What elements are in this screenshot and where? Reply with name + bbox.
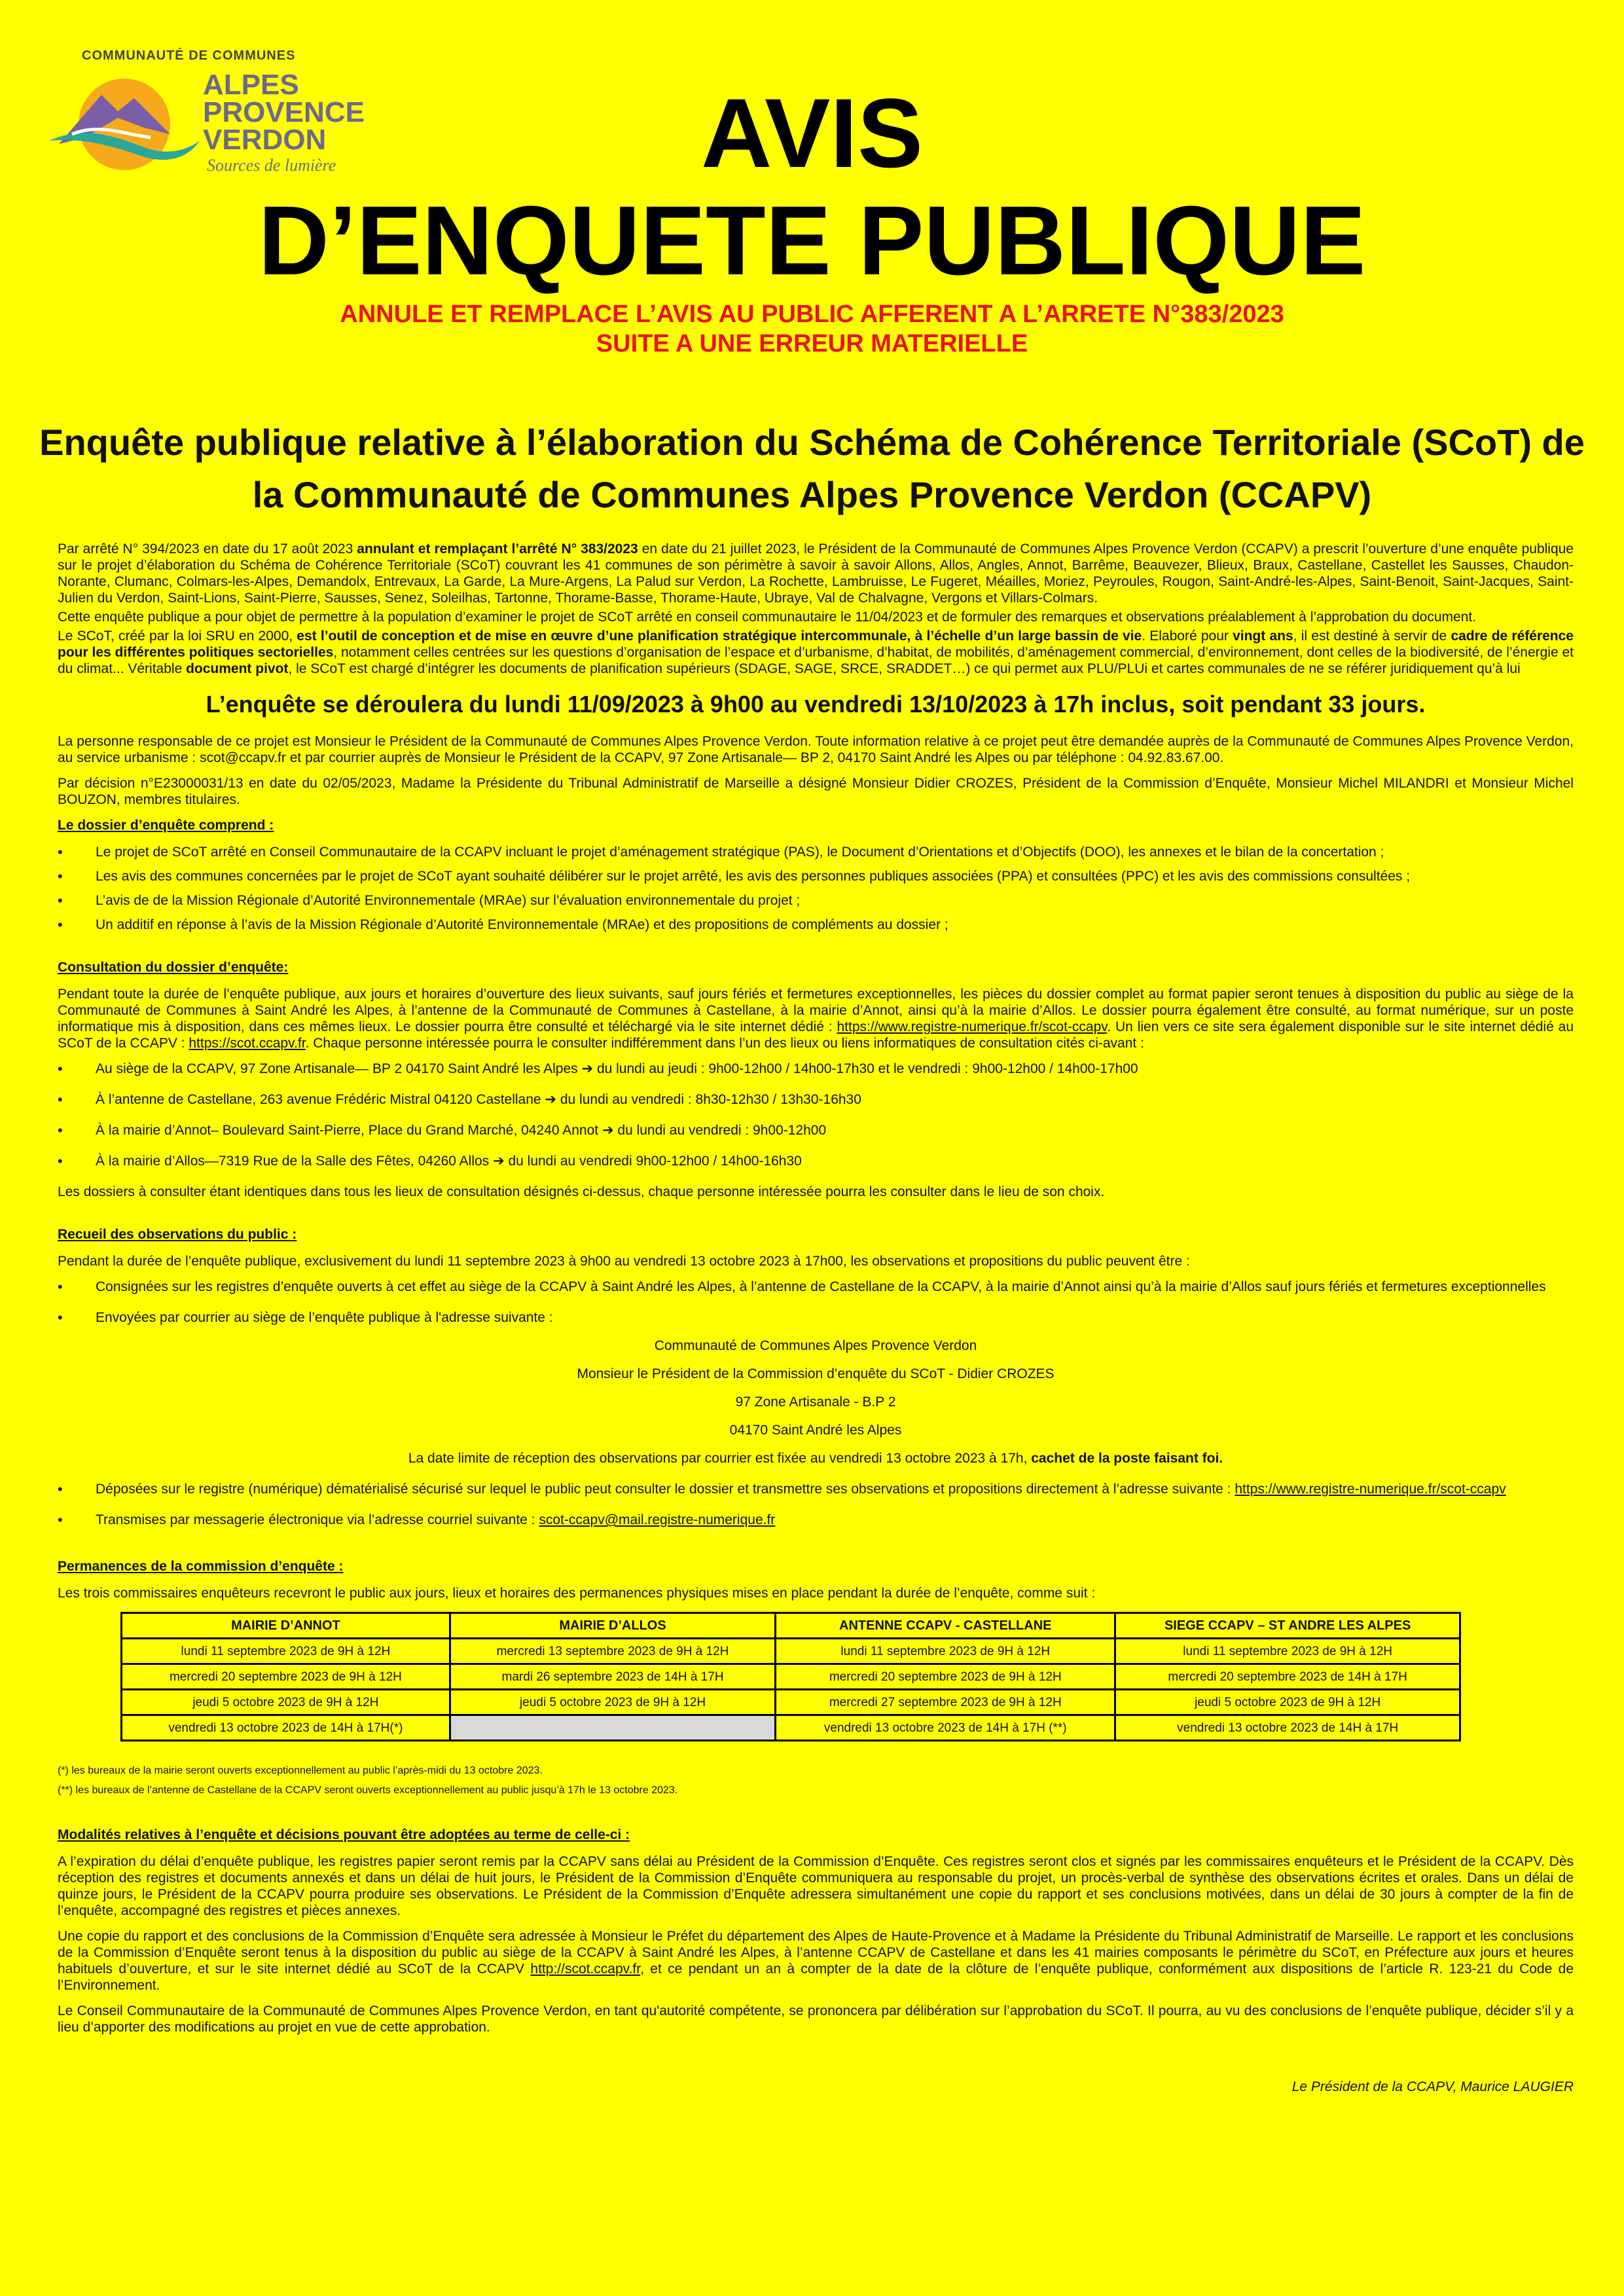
consultation-places-list <box>58 1061 1574 1169</box>
enquiry-dates-lead: L’enquête se déroulera du lundi 11/09/2023 à 9h00 au vendredi 13/10/2023 à 17h inclus, soit pendant 33 jours. <box>206 691 1426 718</box>
modalites-heading: Modalités relatives à l’enquête et décisions pouvant être adoptées au terme de celle-ci : <box>58 1827 630 1842</box>
dossier-heading: Le dossier d’enquête comprend : <box>58 818 274 833</box>
table-cell: lundi 11 septembre 2023 de 9H à 12H <box>1115 1639 1460 1664</box>
replacement-notice-line-1: ANNULE ET REMPLACE L’AVIS AU PUBLIC AFFERENT A L’ARRETE N°383/2023 <box>340 301 1284 328</box>
table-cell: mercredi 20 septembre 2023 de 9H à 12H <box>122 1664 450 1690</box>
table-cell: mercredi 20 septembre 2023 de 9H à 12H <box>776 1664 1115 1690</box>
list-item: • Transmises par messagerie électronique via l’adresse courriel suivante : scot-ccapv@mail.registre-numerique.fr <box>58 1512 1574 1528</box>
notice-body <box>58 541 1574 2104</box>
table-cell: vendredi 13 octobre 2023 de 14H à 17H(*) <box>122 1715 450 1741</box>
permanences-heading: Permanences de la commission d’enquête : <box>58 1559 344 1574</box>
list-item: • Envoyées par courrier au siège de l’enquête publique à l'adresse suivante : Communauté de Communes Alpes Provence Verdon Monsieur le Président de la Commission d’enquête du SCoT - Didier CROZES 97 Zone Artisanale - B.P 2 04170 Saint André les Alpes La date limite de réception des observations par courrier est fixée au vendredi 13 octobre 2023 à 17h, cachet de la poste faisant foi. <box>58 1309 1574 1467</box>
list-item: • Consignées sur les registres d’enquête ouverts à cet effet au siège de la CCAPV à Saint André les Alpes, à l’antenne de Castellane de la CCAPV, à la mairie d’Annot ainsi qu’à la mairie d’Allos sauf jours fériés et fermetures exceptionnelles <box>58 1279 1574 1295</box>
replacement-notice-line-2: SUITE A UNE ERREUR MATERIELLE <box>596 330 1028 357</box>
responsible-paragraph: La personne responsable de ce projet est Monsieur le Président de la Communauté de Communes Alpes Provence Verdon. Toute information relative à ce projet peut être demandée auprès de la Communauté de Communes Alpes Provence Verdon, au service urbanisme : scot@ccapv.fr et par courrier auprès de Monsieur le Président de la CCAPV, 97 Zone Artisanale— BP 2, 04170 Saint André les Alpes ou par téléphone : 04.92.83.67.00. <box>58 734 1574 765</box>
table-header-row <box>122 1613 1460 1639</box>
intro-paragraph-1: Par arrêté N° 394/2023 en date du 17 août 2023 annulant et remplaçant l’arrêté N° 383/2023 en date du 21 juillet 2023, le Président de la Communauté de Communes Alpes Provence Verdon (CCAPV) a prescrit l’ouverture d’une enquête publique sur le projet d’élaboration du Schéma de Cohérence Territoriale (SCoT) couvrant les 41 communes de son périmètre à savoir à savoir Allons, Allos, Angles, Annot, Barrême, Beauvezer, Blieux, Braux, Castellane, Castellet les Sausses, Chaudon-Norante, Clumanc, Colmars-les-Alpes, Demandolx, Entrevaux, La Garde, La Mure-Argens, La Palud sur Verdon, La Rochette, Lambruisse, Le Fugeret, Méailles, Moriez, Peyroules, Rougon, Saint-André-les-Alpes, Saint-Benoit, Saint-Jacques, Saint-Julien du Verdon, Saint-Lions, Saint-Pierre, Sausses, Senez, Soleilhas, Tartonne, Thorame-Basse, Thorame-Haute, Ubraye, Val de Chalvagne, Vergons et Villars-Colmars. <box>58 541 1574 606</box>
registre-link[interactable]: https://www.registre-numerique.fr/scot-ccapv <box>1235 1482 1506 1497</box>
arrow-right-icon: ➔ <box>602 1123 614 1138</box>
list-item: • À la mairie d’Allos—7319 Rue de la Salle des Fêtes, 04260 Allos ➔ du lundi au vendredi 9h00-12h00 / 14h00-16h30 <box>58 1153 1574 1169</box>
table-cell: vendredi 13 octobre 2023 de 14H à 17H <box>1115 1715 1460 1741</box>
table-cell: jeudi 5 octobre 2023 de 9H à 12H <box>1115 1690 1460 1715</box>
list-item: • Au siège de la CCAPV, 97 Zone Artisanale— BP 2 04170 Saint André les Alpes ➔ du lundi au jeudi : 9h00-12h00 / 14h00-17h30 et le vendredi : 9h00-12h00 / 14h00-17h00 <box>58 1061 1574 1077</box>
table-cell: mercredi 20 septembre 2023 de 14H à 17H <box>1115 1664 1460 1690</box>
footnote-2: (**) les bureaux de l’antenne de Castellane de la CCAPV seront ouverts exceptionnellement au public jusqu’à 17h le 13 octobre 2023. <box>58 1785 678 1796</box>
table-cell: mercredi 27 septembre 2023 de 9H à 12H <box>776 1690 1115 1715</box>
scot-site-link[interactable]: https://scot.ccapv.fr <box>189 1036 306 1051</box>
list-item: • Déposées sur le registre (numérique) dématérialisé sécurisé sur lequel le public peut consulter le dossier et transmettre ses observations et propositions directement à l’adresse suivante : https://www.registre-numerique.fr/scot-ccapv <box>58 1481 1574 1497</box>
arrow-right-icon: ➔ <box>493 1154 505 1169</box>
recueil-intro: Pendant la durée de l’enquête publique, exclusivement du lundi 11 septembre 2023 à 9h00 au vendredi 13 octobre 2023 à 17h00, les observations et propositions du public peuvent être : <box>58 1254 1190 1269</box>
table-cell: jeudi 5 octobre 2023 de 9H à 12H <box>122 1690 450 1715</box>
modalites-paragraph-1: A l’expiration du délai d’enquête publique, les registres papier seront remis par la CCAPV sans délai au Président de la Commission d’Enquête. Ces registres seront clos et signés par les commissaires enquêteurs et le Président de la CCAPV. Dès réception des registres et documents annexés et dans un délai de huit jours, le Président de la Commission d’Enquête communiquera au responsable du projet, un procès-verbal de synthèse des observations écrites et orales. Dans un délai de quinze jours, le Président de la CCAPV pourra produire ses observations. Le Président de la Commission d’Enquête adressera simultanément une copie du rapport et ses conclusions motivées, dans un délai de 30 jours à compter de la fin de l’enquête, accompagné des registres et pièces annexes. <box>58 1854 1574 1918</box>
table-row <box>122 1715 1460 1741</box>
table-row <box>122 1664 1460 1690</box>
column-header: MAIRIE D’ANNOT <box>122 1613 450 1639</box>
list-item: • Un additif en réponse à l’avis de la Mission Régionale d’Autorité Environnementale (MRAe) et des propositions de compléments au dossier ; <box>58 917 1574 933</box>
table-row <box>122 1690 1460 1715</box>
modalites-paragraph-2: Une copie du rapport et des conclusions de la Commission d’Enquête sera adressée à Monsieur le Préfet du département des Alpes de Haute-Provence et à Madame la Présidente du Tribunal Administratif de Marseille. Le rapport et les conclusions de la Commission d’Enquête seront tenus à la disposition du public au siège de la CCAPV à Saint André les Alpes, à l’antenne CCAPV de Castellane et dans les 41 mairies composants le périmètre du SCoT, en Préfecture aux jours et heures habituels d’ouverture, et sur le site internet dédié au SCoT de la CCAPV http://scot.ccapv.fr, et ce pendant un an à compter de la date de la clôture de l’enquête publique, conformément aux dispositions de l’article R. 123-21 du Code de l’Environnement. <box>58 1929 1574 1993</box>
signature: Le Président de la CCAPV, Maurice LAUGIER <box>1291 2079 1574 2094</box>
permanences-intro: Les trois commissaires enquêteurs recevront le public aux jours, lieux et horaires des permanences physiques mises en place pendant la durée de l’enquête, comme suit : <box>58 1586 1096 1601</box>
logo-line-3: VERDON <box>203 124 327 156</box>
postal-deadline: La date limite de réception des observations par courrier est fixée au vendredi 13 octobre 2023 à 17h, cachet de la poste faisant foi. <box>408 1451 1223 1466</box>
table-cell: lundi 11 septembre 2023 de 9H à 12H <box>776 1639 1115 1664</box>
column-header: SIEGE CCAPV – ST ANDRE LES ALPES <box>1115 1613 1460 1639</box>
intro-paragraph-2: Cette enquête publique a pour objet de permettre à la population d’examiner le projet de SCoT arrêté en conseil communautaire le 11/04/2023 et de formuler des remarques et observations préalablement à l’approbation du document. <box>58 610 1477 625</box>
decision-paragraph: Par décision n°E23000031/13 en date du 02/05/2023, Madame la Présidente du Tribunal Administratif de Marseille a désigné Monsieur Didier CROZES, Président de la Commission d’Enquête, Monsieur Michel MILANDRI et Monsieur Michel BOUZON, membres titulaires. <box>58 776 1574 807</box>
recueil-list <box>58 1279 1574 1528</box>
list-item: • À l’antenne de Castellane, 263 avenue Frédéric Mistral 04120 Castellane ➔ du lundi au vendredi : 8h30-12h30 / 13h30-16h30 <box>58 1091 1574 1108</box>
registre-link[interactable]: https://www.registre-numerique.fr/scot-ccapv <box>837 1019 1108 1034</box>
consultation-after: Les dossiers à consulter étant identiques dans tous les lieux de consultation désignés ci-dessus, chaque personne intéressée pourra les consulter dans le lieu de son choix. <box>58 1184 1105 1199</box>
logo-line-1: ALPES <box>203 69 299 101</box>
consultation-paragraph: Pendant toute la durée de l’enquête publique, aux jours et horaires d’ouverture des lieux suivants, sauf jours fériés et fermetures exceptionnelles, les pièces du dossier complet au format papier seront tenues à disposition du public au siège de la Communauté de Communes à Saint André les Alpes, à l’antenne de la Communauté de Communes à Castellane, à la mairie d’Annot, ainsi qu’à la mairie d’Allos. Le dossier pourra également être consulté, au format numérique, sur un poste informatique mis à disposition, dans ces mêmes lieux. Le dossier pourra être consulté et téléchargé via le site internet dédié : https://www.registre-numerique.fr/scot-ccapv. Un lien vers ce site sera également disponible sur le site internet dédié au SCoT de la CCAPV : https://scot.ccapv.fr. Chaque personne intéressée pourra le consulter indifféremment dans l’un des lieux ou liens informatiques de consultation cités ci-avant : <box>58 987 1574 1051</box>
empty-cell <box>450 1715 775 1741</box>
recueil-heading: Recueil des observations du public : <box>58 1227 297 1242</box>
scot-site-link[interactable]: http://scot.ccapv.fr <box>530 1961 641 1977</box>
footnote-1: (*) les bureaux de la mairie seront ouverts exceptionnellement au public l’après-midi du 13 octobre 2023. <box>58 1765 543 1776</box>
title-line-1: AVIS <box>701 78 923 188</box>
table-cell: lundi 11 septembre 2023 de 9H à 12H <box>122 1639 450 1664</box>
consultation-heading: Consultation du dossier d’enquête: <box>58 960 289 975</box>
table-cell: mardi 26 septembre 2023 de 14H à 17H <box>450 1664 775 1690</box>
arrow-right-icon: ➔ <box>581 1061 594 1076</box>
column-header: MAIRIE D’ALLOS <box>450 1613 775 1639</box>
list-item: • Le projet de SCoT arrêté en Conseil Communautaire de la CCAPV incluant le projet d’aménagement stratégique (PAS), le Document d’Orientations et d’Objectifs (DOO), les annexes et le bilan de la concertation ; <box>58 844 1574 860</box>
dossier-list <box>58 844 1574 933</box>
list-item: • L’avis de de la Mission Régionale d’Autorité Environnementale (MRAe) sur l’évaluation environnementale du projet ; <box>58 892 1574 909</box>
table-cell: mercredi 13 septembre 2023 de 9H à 12H <box>450 1639 775 1664</box>
list-item: • Les avis des communes concernées par le projet de SCoT ayant souhaité délibérer sur le projet arrêté, les avis des personnes publiques associées (PPA) et consultées (PPC) et les avis des commissions consultées ; <box>58 868 1574 884</box>
email-link[interactable]: scot-ccapv@mail.registre-numerique.fr <box>539 1512 776 1527</box>
column-header: ANTENNE CCAPV - CASTELLANE <box>776 1613 1115 1639</box>
modalites-paragraph-3: Le Conseil Communautaire de la Communauté de Communes Alpes Provence Verdon, en tant qu'autorité compétente, se prononcera par délibération sur l’approbation du SCoT. Il pourra, au vu des conclusions de l’enquête publique, décider s’il y a lieu d’apporter des modifications au projet en vue de cette approbation. <box>58 2003 1574 2035</box>
table-cell: jeudi 5 octobre 2023 de 9H à 12H <box>450 1690 775 1715</box>
logo-tagline: Sources de lumière <box>207 156 336 175</box>
title-line-2: D’ENQUETE PUBLIQUE <box>258 185 1366 295</box>
subject-heading: Enquête publique relative à l’élaboration du Schéma de Cohérence Territoriale (SCoT) de la Communauté de Communes Alpes Provence Verdon (CCAPV) <box>39 422 1585 515</box>
permanences-table <box>120 1612 1461 1741</box>
list-item: • À la mairie d’Annot– Boulevard Saint-Pierre, Place du Grand Marché, 04240 Annot ➔ du lundi au vendredi : 9h00-12h00 <box>58 1122 1574 1139</box>
table-cell: vendredi 13 octobre 2023 de 14H à 17H (**) <box>776 1715 1115 1741</box>
logo-line-2: PROVENCE <box>203 96 365 128</box>
table-row <box>122 1639 1460 1664</box>
intro-paragraph-3: Le SCoT, créé par la loi SRU en 2000, est l’outil de conception et de mise en œuvre d’une planification stratégique intercommunale, à l’échelle d’un large bassin de vie. Elaboré pour vingt ans, il est destiné à servir de cadre de référence pour les différentes politiques sectorielles, notamment celles centrées sur les questions d’organisation de l’espace et d’urbanisme, d’habitat, de mobilités, d’aménagement commercial, d’environnement, dont celles de la biodiversité, de l’énergie et du climat... Véritable document pivot, le SCoT est chargé d’intégrer les documents de planification supérieurs (SDAGE, SAGE, SRCE, SRADDET…) ce qui permet aux PLU/PLUi et cartes communales de ne se référer juridiquement qu’à lui <box>58 629 1574 676</box>
logo-top-text: COMMUNAUTÉ DE COMMUNES <box>82 48 296 63</box>
arrow-right-icon: ➔ <box>545 1092 557 1107</box>
postal-address: Communauté de Communes Alpes Provence Verdon Monsieur le Président de la Commission d’enquête du SCoT - Didier CROZES 97 Zone Artisanale - B.P 2 04170 Saint André les Alpes La date limite de réception des observations par courrier est fixée au vendredi 13 octobre 2023 à 17h, cachet de la poste faisant foi. <box>58 1338 1574 1467</box>
